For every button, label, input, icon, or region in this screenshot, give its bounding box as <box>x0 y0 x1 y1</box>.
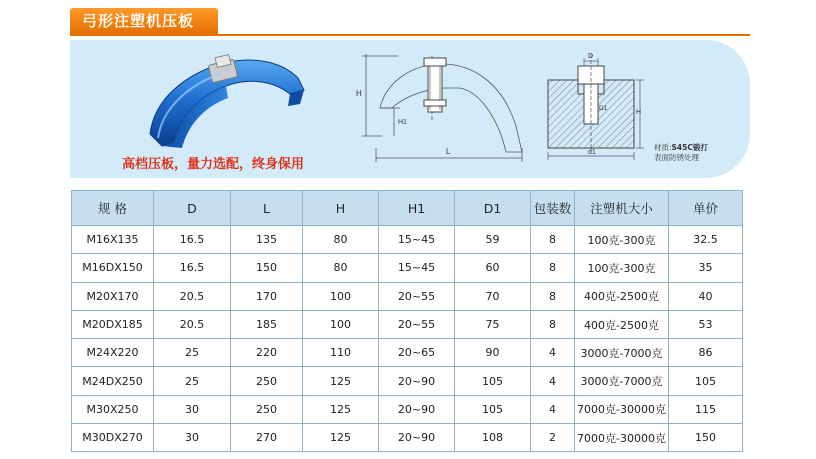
side-view-diagram <box>352 52 532 170</box>
section-view-diagram <box>538 52 650 164</box>
cell-h: 80 <box>303 254 379 282</box>
table-body <box>72 226 743 452</box>
cell-model: M24X220 <box>72 339 154 367</box>
cell-h1: 20~55 <box>379 282 455 310</box>
cell-h: 125 <box>303 424 379 452</box>
material-value: S45C锻打 <box>671 143 708 152</box>
cell-h: 100 <box>303 282 379 310</box>
cell-model: M16X135 <box>72 226 154 254</box>
col-header-model: 规 格 <box>72 191 154 226</box>
table-row <box>72 282 743 310</box>
side-h-label: H <box>356 89 362 98</box>
cell-machine-size: 7000克-30000克 <box>575 424 669 452</box>
table-header-row <box>72 191 743 226</box>
table-row <box>72 254 743 282</box>
cell-model: M24DX250 <box>72 367 154 395</box>
cell-pack: 2 <box>531 424 575 452</box>
table-row <box>72 424 743 452</box>
cell-model: M30X250 <box>72 395 154 423</box>
cell-pack: 4 <box>531 395 575 423</box>
cell-l: 185 <box>231 310 303 338</box>
section-d1-label: D1 <box>599 105 608 112</box>
cell-l: 250 <box>231 395 303 423</box>
material-note <box>654 143 708 163</box>
cell-price: 40 <box>669 282 743 310</box>
cell-model: M16DX150 <box>72 254 154 282</box>
section-title: 弓形注塑机压板 <box>70 8 218 34</box>
cell-pack: 8 <box>531 226 575 254</box>
cell-d1: 70 <box>455 282 531 310</box>
cell-d: 20.5 <box>154 310 231 338</box>
cell-price: 32.5 <box>669 226 743 254</box>
bow-clamp-photo <box>140 42 310 152</box>
col-header-price: 单价 <box>669 191 743 226</box>
cell-d: 16.5 <box>154 254 231 282</box>
cell-d: 30 <box>154 395 231 423</box>
spec-table <box>71 190 743 452</box>
cell-h1: 20~65 <box>379 339 455 367</box>
col-header-machine-size: 注塑机大小 <box>575 191 669 226</box>
cell-h1: 15~45 <box>379 226 455 254</box>
cell-machine-size: 3000克-7000克 <box>575 339 669 367</box>
side-h1-label: H1 <box>398 119 407 126</box>
cell-price: 86 <box>669 339 743 367</box>
cell-h: 125 <box>303 395 379 423</box>
cell-h1: 20~90 <box>379 395 455 423</box>
cell-pack: 8 <box>531 282 575 310</box>
surface-treatment: 表面防锈处理 <box>654 153 699 162</box>
col-header-d1: D1 <box>455 191 531 226</box>
cell-d1: 105 <box>455 395 531 423</box>
cell-l: 170 <box>231 282 303 310</box>
col-header-h1: H1 <box>379 191 455 226</box>
banner-slogan: 高档压板，量力选配，终身保用 <box>122 157 305 172</box>
cell-l: 135 <box>231 226 303 254</box>
cell-h: 110 <box>303 339 379 367</box>
cell-model: M20X170 <box>72 282 154 310</box>
col-header-l: L <box>231 191 303 226</box>
table-row <box>72 339 743 367</box>
col-header-d: D <box>154 191 231 226</box>
cell-model: M20DX185 <box>72 310 154 338</box>
cell-l: 220 <box>231 339 303 367</box>
cell-h1: 15~45 <box>379 254 455 282</box>
cell-h: 80 <box>303 226 379 254</box>
cell-price: 53 <box>669 310 743 338</box>
cell-d: 30 <box>154 424 231 452</box>
title-divider <box>70 34 750 36</box>
table-row <box>72 367 743 395</box>
table-row <box>72 226 743 254</box>
cell-l: 150 <box>231 254 303 282</box>
section-d-label: D <box>588 53 594 60</box>
cell-machine-size: 400克-2500克 <box>575 310 669 338</box>
cell-d: 25 <box>154 339 231 367</box>
cell-d1: 59 <box>455 226 531 254</box>
cell-d1: 90 <box>455 339 531 367</box>
side-l-label: L <box>446 147 451 156</box>
cell-pack: 8 <box>531 310 575 338</box>
table-row <box>72 395 743 423</box>
cell-machine-size: 3000克-7000克 <box>575 367 669 395</box>
cell-d: 16.5 <box>154 226 231 254</box>
cell-price: 150 <box>669 424 743 452</box>
cell-h1: 20~90 <box>379 424 455 452</box>
section-h-label: H <box>636 109 642 116</box>
cell-h1: 20~55 <box>379 310 455 338</box>
cell-machine-size: 100克-300克 <box>575 226 669 254</box>
cell-d1: 105 <box>455 367 531 395</box>
cell-machine-size: 100克-300克 <box>575 254 669 282</box>
cell-l: 250 <box>231 367 303 395</box>
cell-h: 125 <box>303 367 379 395</box>
cell-d: 20.5 <box>154 282 231 310</box>
table-row <box>72 310 743 338</box>
cell-machine-size: 7000克-30000克 <box>575 395 669 423</box>
cell-h1: 20~90 <box>379 367 455 395</box>
cell-h: 100 <box>303 310 379 338</box>
cell-pack: 4 <box>531 339 575 367</box>
cell-d: 25 <box>154 367 231 395</box>
cell-machine-size: 400克-2500克 <box>575 282 669 310</box>
col-header-h: H <box>303 191 379 226</box>
section-d1-bottom-label: d1 <box>588 149 596 156</box>
cell-l: 270 <box>231 424 303 452</box>
cell-price: 105 <box>669 367 743 395</box>
col-header-pack: 包装数 <box>531 191 575 226</box>
cell-model: M30DX270 <box>72 424 154 452</box>
cell-price: 115 <box>669 395 743 423</box>
cell-pack: 8 <box>531 254 575 282</box>
cell-d1: 108 <box>455 424 531 452</box>
material-label: 材质: <box>654 143 672 152</box>
cell-d1: 75 <box>455 310 531 338</box>
cell-d1: 60 <box>455 254 531 282</box>
cell-pack: 4 <box>531 367 575 395</box>
cell-price: 35 <box>669 254 743 282</box>
